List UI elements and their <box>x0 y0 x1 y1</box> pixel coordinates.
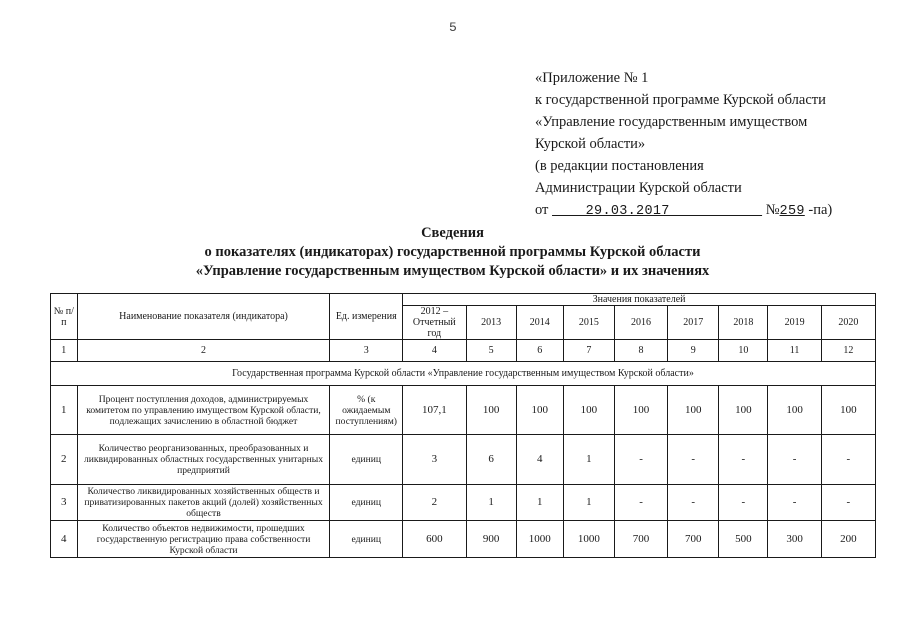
appendix-line: Курской области» <box>535 136 646 152</box>
row-value: - <box>821 435 875 485</box>
heading-title: Сведения <box>421 225 484 241</box>
header-year: 2016 <box>614 306 667 340</box>
header-year: 2015 <box>563 306 614 340</box>
row-value: 107,1 <box>403 386 466 435</box>
table-row <box>51 521 876 558</box>
section-row <box>51 362 876 386</box>
row-value: 1 <box>563 485 614 521</box>
page-number: 5 <box>449 20 457 35</box>
row-num: 4 <box>51 521 78 558</box>
col-number: 8 <box>614 340 667 362</box>
col-number: 1 <box>51 340 78 362</box>
appendix-date-line <box>535 199 832 223</box>
indicators-table <box>50 293 876 558</box>
header-year: 2012 – Отчетный год <box>403 306 466 340</box>
row-value: 100 <box>768 386 821 435</box>
row-value: 100 <box>668 386 719 435</box>
row-value: 1000 <box>516 521 563 558</box>
row-unit: единиц <box>330 435 403 485</box>
number-suffix: -па) <box>804 202 833 218</box>
header-values-group: Значения показателей <box>403 294 876 306</box>
header-year: 2020 <box>821 306 875 340</box>
resolution-number: 259 <box>779 204 805 219</box>
row-name: Количество объектов недвижимости, прошедших государственную регистрацию права собственности Курской области <box>77 521 330 558</box>
col-number: 3 <box>330 340 403 362</box>
row-value: 100 <box>563 386 614 435</box>
document-heading <box>0 224 905 281</box>
row-value: 900 <box>466 521 516 558</box>
number-prefix: № <box>765 202 780 218</box>
row-value: 2 <box>403 485 466 521</box>
header-year: 2018 <box>719 306 768 340</box>
row-value: 500 <box>719 521 768 558</box>
header-year: 2019 <box>768 306 821 340</box>
header-year: 2017 <box>668 306 719 340</box>
row-value: - <box>614 485 667 521</box>
header-num: № п/п <box>51 294 78 340</box>
section-title: Государственная программа Курской области «Управление государственным имуществом Курской области» <box>51 362 876 386</box>
col-number: 7 <box>563 340 614 362</box>
header-year: 2013 <box>466 306 516 340</box>
col-number: 6 <box>516 340 563 362</box>
row-value: - <box>719 485 768 521</box>
table-row <box>51 386 876 435</box>
row-unit: единиц <box>330 521 403 558</box>
row-value: 100 <box>516 386 563 435</box>
row-value: 1 <box>466 485 516 521</box>
col-number: 5 <box>466 340 516 362</box>
col-number: 12 <box>821 340 875 362</box>
appendix-line: «Управление государственным имуществом <box>535 114 808 130</box>
row-name: Процент поступления доходов, администрируемых комитетом по управлению имуществом Курской области, подлежащих зачислению в областной бюджет <box>77 386 330 435</box>
row-value: 100 <box>614 386 667 435</box>
from-prefix: от <box>535 202 549 218</box>
row-unit: единиц <box>330 485 403 521</box>
row-value: 100 <box>821 386 875 435</box>
row-unit: % (к ожидаемым поступлениям) <box>330 386 403 435</box>
header-year: 2014 <box>516 306 563 340</box>
col-number: 9 <box>668 340 719 362</box>
table-row <box>51 485 876 521</box>
row-value: 4 <box>516 435 563 485</box>
resolution-date: 29.03.2017 <box>552 204 763 219</box>
header-unit: Ед. измерения <box>330 294 403 340</box>
row-num: 3 <box>51 485 78 521</box>
row-value: 3 <box>403 435 466 485</box>
row-num: 1 <box>51 386 78 435</box>
row-value: 600 <box>403 521 466 558</box>
col-number: 4 <box>403 340 466 362</box>
header-row <box>51 294 876 306</box>
appendix-line: к государственной программе Курской области <box>535 92 826 108</box>
row-value: - <box>668 485 719 521</box>
appendix-line: Администрации Курской области <box>535 180 742 196</box>
row-value: 1 <box>563 435 614 485</box>
row-value: 200 <box>821 521 875 558</box>
row-value: 100 <box>719 386 768 435</box>
appendix-block <box>535 67 832 223</box>
row-value: 1000 <box>563 521 614 558</box>
row-value: 700 <box>614 521 667 558</box>
row-name: Количество реорганизованных, преобразованных и ликвидированных областных государственных унитарных предприятий <box>77 435 330 485</box>
row-value: - <box>821 485 875 521</box>
row-value: - <box>719 435 768 485</box>
row-value: - <box>668 435 719 485</box>
row-value: 700 <box>668 521 719 558</box>
row-value: 1 <box>516 485 563 521</box>
appendix-line: (в редакции постановления <box>535 158 704 174</box>
row-num: 2 <box>51 435 78 485</box>
col-number: 11 <box>768 340 821 362</box>
col-number: 2 <box>77 340 330 362</box>
row-value: 100 <box>466 386 516 435</box>
table-row <box>51 435 876 485</box>
row-name: Количество ликвидированных хозяйственных обществ и приватизированных пакетов акций (долей) хозяйственных обществ <box>77 485 330 521</box>
row-value: 6 <box>466 435 516 485</box>
appendix-line: «Приложение № 1 <box>535 70 649 86</box>
header-name: Наименование показателя (индикатора) <box>77 294 330 340</box>
row-value: - <box>614 435 667 485</box>
heading-subtitle: о показателях (индикаторах) государственной программы Курской области <box>204 244 701 260</box>
row-value: - <box>768 485 821 521</box>
heading-program-name: «Управление государственным имуществом Курской области» и их значениях <box>195 263 710 279</box>
column-numbers-row <box>51 340 876 362</box>
col-number: 10 <box>719 340 768 362</box>
row-value: - <box>768 435 821 485</box>
row-value: 300 <box>768 521 821 558</box>
